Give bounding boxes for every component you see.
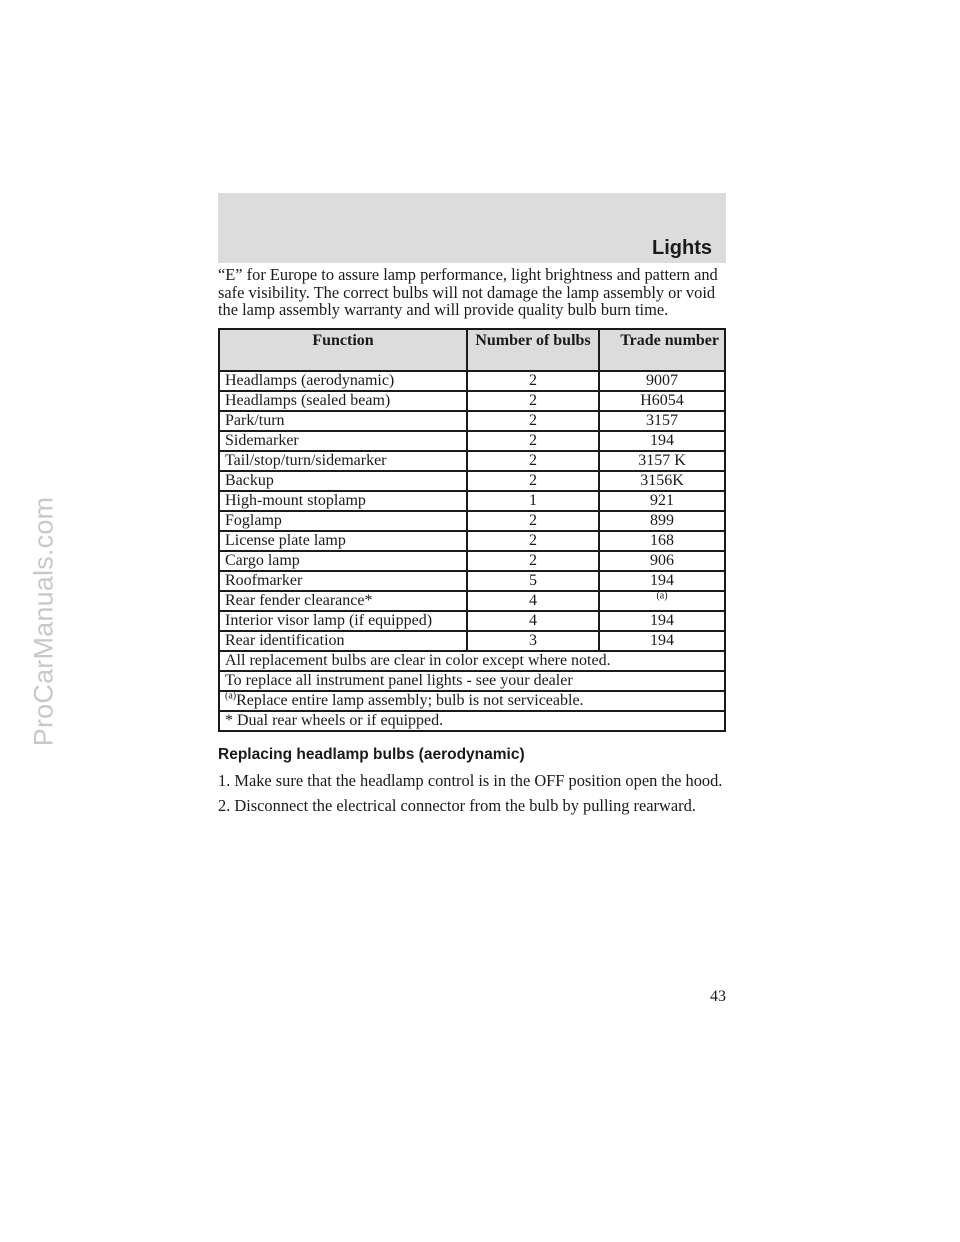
table-row	[219, 571, 725, 591]
table-row	[219, 371, 725, 391]
cell-trade: 899	[599, 511, 725, 531]
cell-number: 2	[467, 431, 599, 451]
cell-number: 2	[467, 471, 599, 491]
table-note-row	[219, 671, 725, 691]
table-note-row	[219, 651, 725, 671]
footnote-ref: (a)	[656, 590, 668, 602]
cell-function: Headlamps (sealed beam)	[219, 391, 467, 411]
cell-function: Roofmarker	[219, 571, 467, 591]
cell-function: Park/turn	[219, 411, 467, 431]
cell-trade: 921	[599, 491, 725, 511]
cell-function: Backup	[219, 471, 467, 491]
cell-function: Rear identification	[219, 631, 467, 651]
cell-number: 4	[467, 611, 599, 631]
header-number-of-bulbs: Number of bulbs	[467, 329, 599, 371]
table-row	[219, 471, 725, 491]
cell-function: High-mount stoplamp	[219, 491, 467, 511]
cell-number: 1	[467, 491, 599, 511]
table-row	[219, 491, 725, 511]
cell-trade: 194	[599, 431, 725, 451]
cell-number: 2	[467, 451, 599, 471]
table-row	[219, 391, 725, 411]
cell-function: Tail/stop/turn/sidemarker	[219, 451, 467, 471]
cell-trade: 194	[599, 611, 725, 631]
table-note-row	[219, 691, 725, 711]
page-number: 43	[710, 988, 726, 1005]
cell-trade: 906	[599, 551, 725, 571]
cell-trade: 194	[599, 571, 725, 591]
cell-number: 2	[467, 511, 599, 531]
section-header	[218, 193, 726, 263]
cell-number: 4	[467, 591, 599, 611]
note-clear-color: All replacement bulbs are clear in color except where noted.	[219, 651, 725, 671]
table-row	[219, 511, 725, 531]
cell-function: Headlamps (aerodynamic)	[219, 371, 467, 391]
intro-paragraph: “E” for Europe to assure lamp performance, light brightness and pattern and safe visibility. The correct bulbs will not damage the lamp assembly or void the lamp assembly warranty and will provide quality bulb burn time.	[218, 265, 718, 319]
table-header-row	[219, 329, 725, 371]
header-function: Function	[219, 329, 467, 371]
note-dealer: To replace all instrument panel lights - see your dealer	[219, 671, 725, 691]
cell-trade: 3157 K	[599, 451, 725, 471]
cell-number: 2	[467, 391, 599, 411]
cell-trade: H6054	[599, 391, 725, 411]
watermark	[22, 0, 66, 1242]
table-row	[219, 591, 725, 611]
cell-function: Sidemarker	[219, 431, 467, 451]
cell-trade: 3157	[599, 411, 725, 431]
cell-function: License plate lamp	[219, 531, 467, 551]
cell-number: 2	[467, 371, 599, 391]
footnote-text: Replace entire lamp assembly; bulb is not serviceable.	[236, 691, 584, 709]
table-note-row	[219, 711, 725, 731]
cell-number: 2	[467, 411, 599, 431]
note-footnote	[219, 691, 725, 711]
step-1: 1. Make sure that the headlamp control is in the OFF position open the hood.	[218, 770, 723, 790]
cell-trade	[599, 591, 725, 611]
cell-function: Foglamp	[219, 511, 467, 531]
cell-function: Interior visor lamp (if equipped)	[219, 611, 467, 631]
table-row	[219, 611, 725, 631]
cell-trade: 9007	[599, 371, 725, 391]
cell-number: 3	[467, 631, 599, 651]
table-row	[219, 431, 725, 451]
cell-number: 2	[467, 551, 599, 571]
cell-function: Cargo lamp	[219, 551, 467, 571]
table-row	[219, 411, 725, 431]
page-content	[218, 266, 726, 815]
cell-number: 2	[467, 531, 599, 551]
watermark-text: ProCarManuals.com	[28, 496, 59, 746]
table-row	[219, 631, 725, 651]
cell-number: 5	[467, 571, 599, 591]
bulb-table	[218, 328, 726, 732]
section-title: Lights	[652, 237, 712, 259]
cell-trade: 194	[599, 631, 725, 651]
cell-trade: 168	[599, 531, 725, 551]
header-trade-number: Trade number	[599, 329, 725, 371]
footnote-marker: (a)	[225, 690, 237, 702]
cell-function: Rear fender clearance*	[219, 591, 467, 611]
table-row	[219, 551, 725, 571]
subheading: Replacing headlamp bulbs (aerodynamic)	[218, 745, 525, 763]
table-row	[219, 451, 725, 471]
cell-trade: 3156K	[599, 471, 725, 491]
table-row	[219, 531, 725, 551]
note-dual-wheels: * Dual rear wheels or if equipped.	[219, 711, 725, 731]
step-2: 2. Disconnect the electrical connector from the bulb by pulling rearward.	[218, 796, 696, 815]
